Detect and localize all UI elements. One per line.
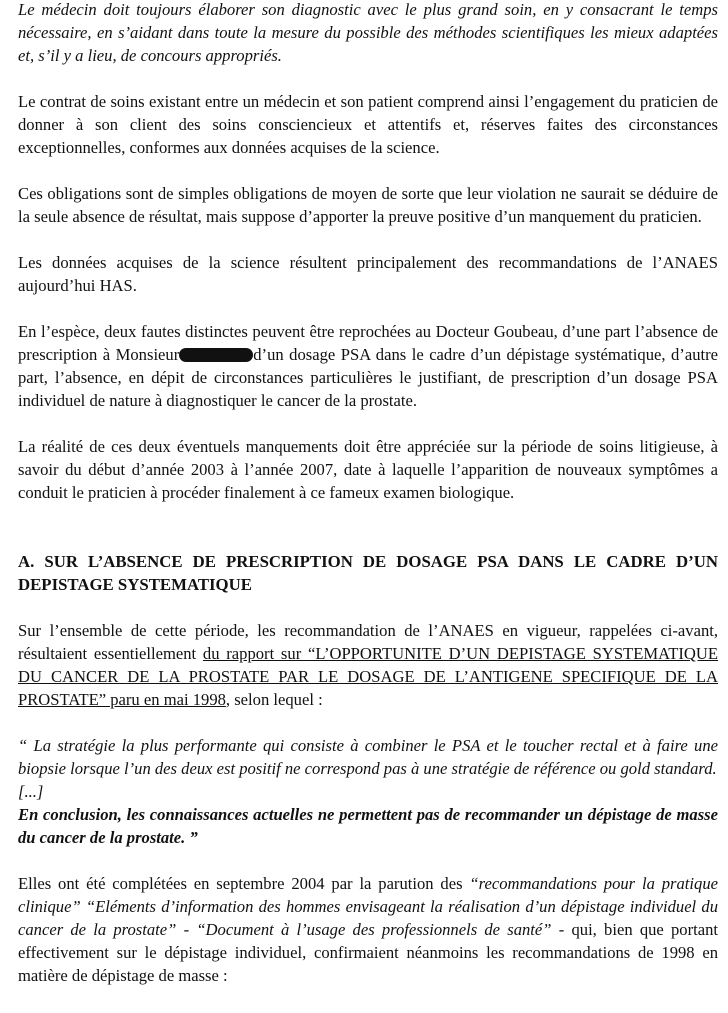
anaes-text-start: Sur l’ensemble de cette période, les recommandation de l’ANAES en vigueur, rappelées ci-avant, résultaient essentiellement: [18, 621, 718, 663]
paragraph-periode-de-soins: La réalité de ces deux éventuels manquements doit être appréciée sur la période de soins litigieuse, à savoir du début d’année 2003 à l’année 2007, date à laquelle l’apparition de nouveaux symptômes a conduit le praticien à procéder finalement à ce fameux examen biologique.: [18, 437, 718, 502]
paragraph-recommandations-2004: [18, 872, 718, 987]
section-a-heading: A. SUR L’ABSENCE DE PRESCRIPTION DE DOSAGE PSA DANS LE CADRE D’UN DEPISTAGE SYSTEMATIQUE: [18, 552, 718, 594]
quote-strategie: “ La stratégie la plus performante qui consiste à combiner le PSA et le toucher rectal et à faire une biopsie lorsque l’un des deux est positif ne correspond pas à une stratégie de référence ou gold standard.: [18, 736, 718, 778]
anaes-text-end: , selon lequel :: [225, 690, 323, 709]
rec-2004-titles: “recommandations pour la pratique clinique” “Eléments d’information des hommes envisageant la réalisation d’un dépistage individuel du cancer de la prostate” - “Document à l’usage des professionnels de santé”: [18, 874, 718, 939]
paragraph-obligations-de-moyen: Ces obligations sont de simples obligations de moyen de sorte que leur violation ne saurait se déduire de la seule absence de résultat, mais suppose d’apporter la preuve positive d’un manquement du praticien.: [18, 184, 718, 226]
fautes-text-end: d’un dosage PSA dans le cadre d’un dépistage systématique, d’autre part, l’absence, en dépit de circonstances particulières le justifiant, de prescription d’un dosage PSA individuel de nature à diagnostiquer le cancer de la prostate.: [18, 345, 718, 410]
paragraph-contrat-de-soins: Le contrat de soins existant entre un médecin et son patient comprend ainsi l’engagement du praticien de donner à son client des soins consciencieux et attentifs et, réserves faites des circonstances exceptionnelles, conformes aux données acquises de la science.: [18, 92, 718, 157]
rapport-1998-reference: du rapport sur “L’OPPORTUNITE D’UN DEPISTAGE SYSTEMATIQUE DU CANCER DE LA PROSTATE PAR LE DOSAGE DE L’ANTIGENE SPECIFIQUE DE LA PROSTATE” paru en mai 1998: [18, 644, 718, 709]
paragraph-donnees-acquises: Les données acquises de la science résultent principalement des recommandations de l’ANAES aujourd’hui HAS.: [18, 253, 718, 295]
redacted-name: [179, 348, 253, 362]
fautes-text-start: En l’espèce, deux fautes distinctes peuvent être reprochées au Docteur Goubeau, d’une part l’absence de prescription à Monsieur: [18, 322, 718, 364]
paragraph-recommandations-anaes: [18, 619, 718, 711]
rec-2004-text-end: - qui, bien que portant effectivement sur le dépistage individuel, confirmaient néanmoins les recommandations de 1998 en matière de dépistage de masse :: [18, 920, 719, 985]
paragraph-fautes-distinctes: [18, 320, 718, 412]
paragraph-diagnostic: Le médecin doit toujours élaborer son diagnostic avec le plus grand soin, en y consacrant le temps nécessaire, en s’aidant dans toute la mesure du possible des méthodes scientifiques les mieux adaptées et, s’il y a lieu, de concours appropriés.: [18, 0, 718, 65]
quote-conclusion: En conclusion, les connaissances actuelles ne permettent pas de recommander un dépistage de masse du cancer de la prostate. ”: [18, 805, 718, 847]
rec-2004-text-start: Elles ont été complétées en septembre 2004 par la parution des: [18, 874, 470, 893]
quote-ellipsis: [...]: [18, 782, 44, 801]
